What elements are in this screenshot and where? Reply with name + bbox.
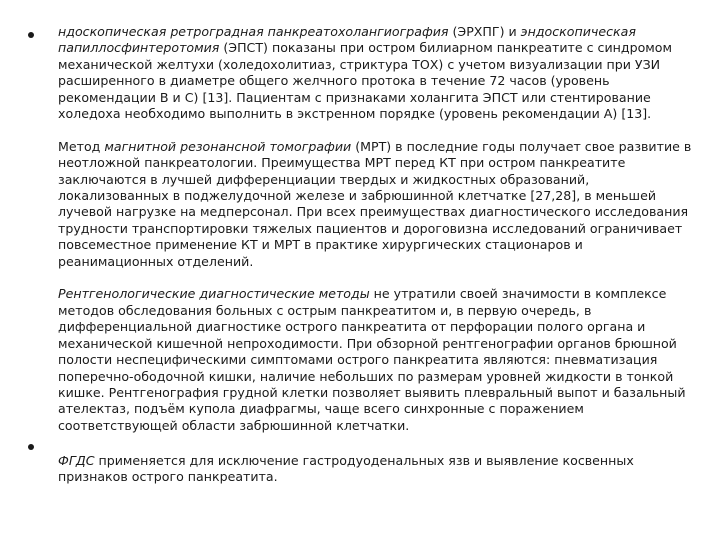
bullet-item-fgds	[28, 436, 698, 485]
paragraph-xray	[58, 286, 698, 434]
paragraph-ercp	[58, 24, 698, 122]
slide-content	[28, 24, 698, 485]
bullet-dot-icon	[28, 32, 34, 38]
paragraph-fgds	[58, 453, 698, 486]
text-span: не утратили своей значимости в комплексе методов обследования больных с острым панкреатитом и, в первую очередь, в дифференциальной диагностике острого панкреатита от перфорации полого органа и механической кишечной непроходимости. При обзорной рентгенографии органов брюшной полости неспецифическими симптомами острого панкреатита являются: пневматизация поперечно-ободочной кишки, наличие небольших по размерам уровней жидкости в тонкой кишке. Рентгенография грудной клетки позволяет выявить плевральный выпот и базальный ателектаз, подъём купола диафрагмы, чаще всего синхронные с поражением соответствующей области забрюшинной клетчатки.	[58, 286, 686, 433]
paragraph-gap	[58, 122, 698, 138]
text-span: Метод	[58, 138, 105, 154]
text-span: (МРТ) в последние годы получает свое развитие в неотложной панкреатологии. Преимущества МРТ перед КТ при остром панкреатите заключаются в лучшей дифференциации твердых и жидкостных образований, локализованных в поджелудочной железе и забрюшинной клетчатке [27,28], в меньшей лучевой нагрузке на медперсонал. При всех преимуществах диагностического исследования трудности транспортировки тяжелых пациентов и дороговизна исследований ограничивает повсеместное применение КТ и МРТ в практике хирургических стационаров и реанимационных отделений.	[58, 138, 692, 269]
term-fgds: ФГДС	[58, 452, 95, 468]
text-span: применяется для исключение гастродуоденальных язв и выявление косвенных признаков острого панкреатита.	[58, 452, 634, 484]
text-span: (ЭПСТ) показаны при остром билиарном панкреатите с синдромом механической желтухи (холедохолитиаз, стриктура ТОХ) с учетом визуализации при УЗИ расширенного в диаметре общего желчного протока в течение 72 часов (уровень рекомендации В и С) [13]. Пациентам с признаками холангита ЭПСТ или стентирование холедоха необходимо выполнить в экстренном порядке (уровень рекомендации А) [13].	[58, 40, 672, 122]
term-xray: Рентгенологические диагностические методы	[58, 286, 370, 302]
term-mri: магнитной резонансной томографии	[104, 138, 352, 154]
text-span: (ЭРХПГ) и	[448, 24, 521, 39]
term-ercp: ндоскопическая ретроградная панкреатохолангиография	[58, 24, 449, 39]
bullet-dot-icon	[28, 444, 34, 450]
paragraph-gap	[58, 436, 698, 452]
bullet-item-endoscopy	[28, 24, 698, 434]
paragraph-gap	[58, 270, 698, 286]
paragraph-mri	[58, 139, 698, 270]
term-epst: эндоскопическая папиллосфинтеротомия	[58, 24, 636, 56]
